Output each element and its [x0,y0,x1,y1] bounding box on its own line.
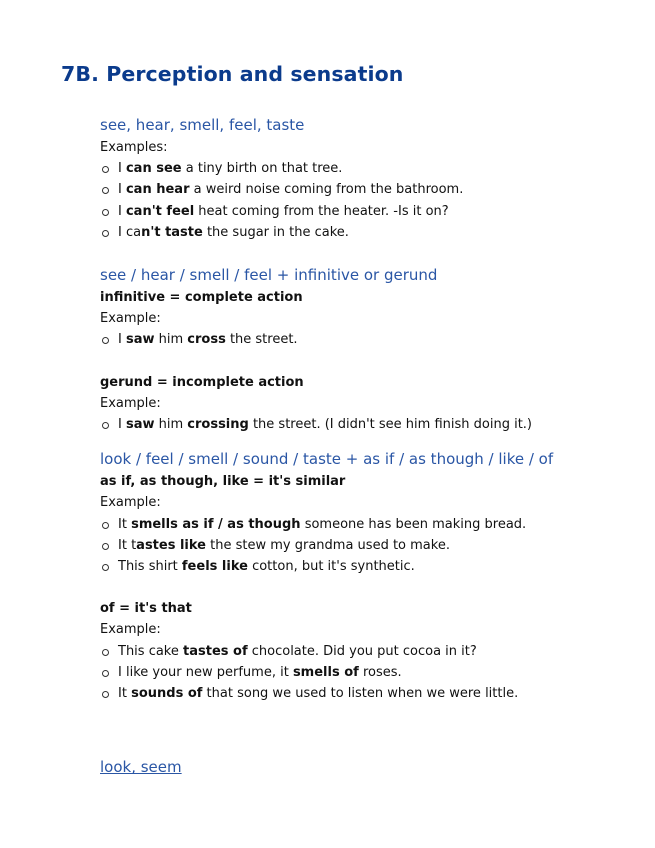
text-run: him [154,332,188,348]
example-label: Example: [100,395,161,411]
text-run: It [118,516,132,532]
rule-of: of = it's that [100,601,192,617]
rule-similar: as if, as though, like = it's similar [100,474,346,490]
text-run: roses. [358,664,402,680]
example-label: Example: [100,622,161,638]
bold-phrase: cross [187,332,226,348]
bold-phrase: astes like [136,537,207,553]
text-run: the street. (I didn't see him finish doing it.) [248,417,532,433]
text-run: chocolate. Did you put cocoa in it? [247,643,477,659]
bold-phrase: tastes of [183,643,248,659]
bold-phrase: can't feel [125,203,195,219]
section-heading-as-if-like-of: look / feel / smell / sound / taste + as if / as though / like / of [100,450,554,469]
text-run: I [118,332,126,348]
bold-phrase: saw [125,332,155,348]
list-item [100,683,640,704]
text-run: the street. [225,332,298,348]
bold-phrase: n't taste [141,224,203,240]
example-label: Example: [100,311,161,327]
list-item [100,514,640,535]
bold-phrase: can see [125,161,182,177]
text-run: a weird noise coming from the bathroom. [189,182,464,198]
text-run: It t [118,537,137,553]
text-run: I like your new perfume, it [118,664,293,680]
text-run: This cake [118,643,184,659]
examples-list [100,329,640,350]
link-look-seem[interactable]: look, seem [100,758,182,777]
list-item [100,158,640,179]
list-item [100,329,640,350]
section-heading-infinitive-gerund: see / hear / smell / feel + infinitive or gerund [100,266,438,285]
example-label: Example: [100,495,161,511]
bold-phrase: saw [125,417,155,433]
text-run: the sugar in the cake. [202,224,349,240]
bold-phrase: smells as if / as though [131,516,301,532]
examples-list [100,514,640,578]
text-run: This shirt [118,559,182,575]
text-run: cotton, but it's synthetic. [247,559,415,575]
bold-phrase: smells of [292,664,359,680]
rule-infinitive: infinitive = complete action [100,290,303,306]
text-run: heat coming from the heater. -Is it on? [194,203,449,219]
document-body [100,114,640,779]
bold-phrase: crossing [187,417,249,433]
section-heading-senses: see, hear, smell, feel, taste [100,116,305,134]
list-item [100,535,640,556]
bold-phrase: can hear [125,182,190,198]
text-run: I [118,182,126,198]
examples-list [100,414,640,435]
examples-list [100,158,640,243]
text-run: a tiny birth on that tree. [181,161,343,177]
rule-gerund: gerund = incomplete action [100,374,304,390]
text-run: him [154,417,188,433]
list-item [100,222,640,243]
text-run: I [118,161,126,177]
text-run: I [118,417,126,433]
list-item [100,414,640,435]
examples-label: Examples: [100,140,168,155]
text-run: the stew my grandma used to make. [206,537,450,553]
text-run: I ca [118,224,142,240]
text-run: I [118,203,126,219]
list-item [100,556,640,577]
list-item [100,201,640,222]
list-item [100,662,640,683]
list-item [100,641,640,662]
text-run: It [118,686,132,702]
examples-list [100,641,640,705]
bold-phrase: feels like [181,559,248,575]
text-run: that song we used to listen when we were little. [202,686,519,702]
page-title: 7B. Perception and sensation [61,62,404,86]
bold-phrase: sounds of [131,686,203,702]
text-run: someone has been making bread. [300,516,527,532]
list-item [100,179,640,200]
